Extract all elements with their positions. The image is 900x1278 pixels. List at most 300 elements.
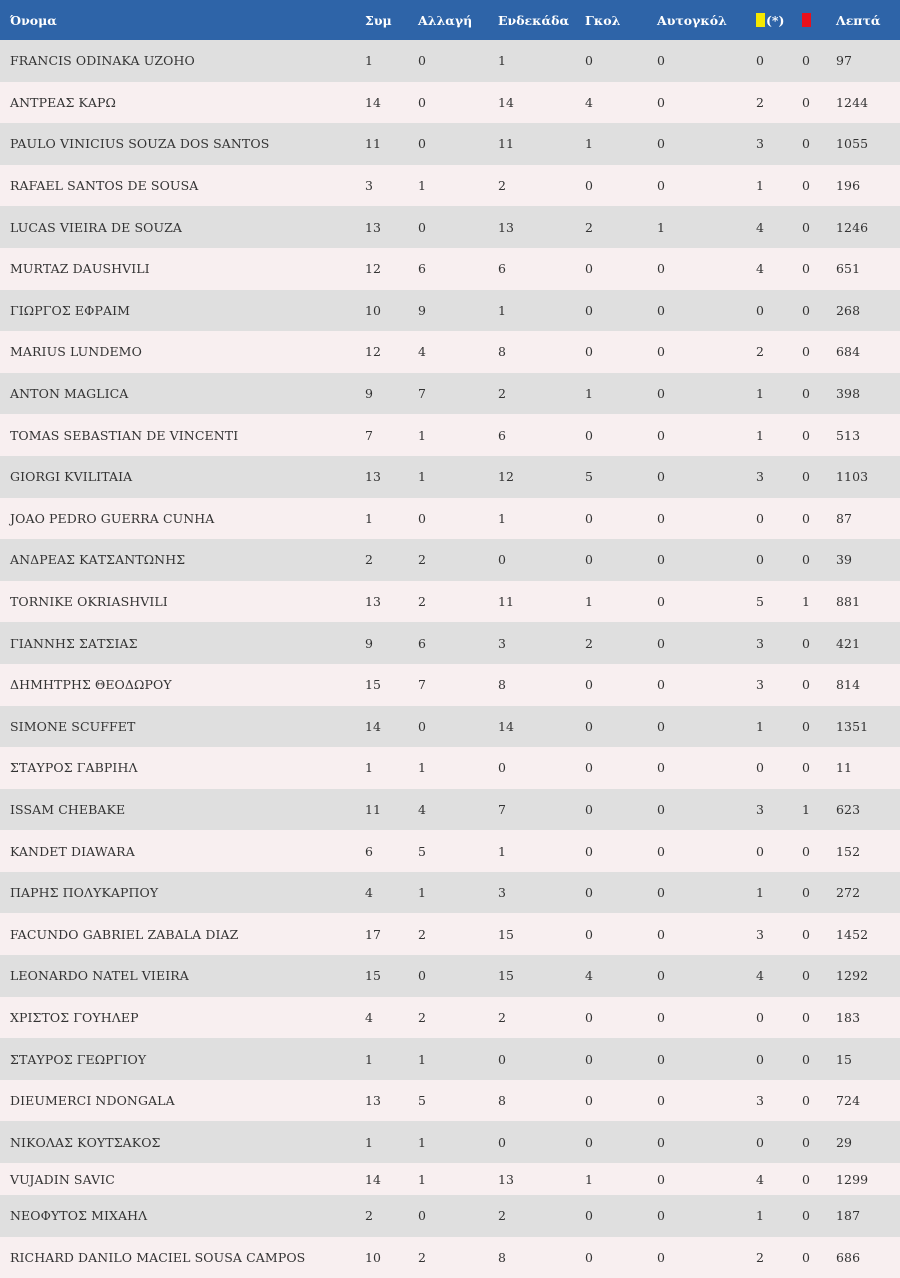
- cell-red-cards: 0: [802, 136, 811, 152]
- cell-substitutions: 1: [418, 469, 427, 485]
- cell-starts: 1: [498, 53, 507, 69]
- cell-substitutions: 0: [418, 1208, 427, 1224]
- cell-appearances: 1: [365, 53, 374, 69]
- cell-yellow-cards: 3: [756, 677, 765, 693]
- cell-own-goals: 0: [657, 885, 666, 901]
- cell-own-goals: 0: [657, 261, 666, 277]
- cell-substitutions: 2: [418, 552, 427, 568]
- header-subs[interactable]: Αλλαγή: [418, 12, 473, 28]
- cell-substitutions: 0: [418, 136, 427, 152]
- cell-minutes: 684: [836, 344, 861, 360]
- cell-minutes: 97: [836, 53, 853, 69]
- cell-goals: 4: [585, 94, 594, 110]
- cell-goals: 5: [585, 469, 594, 485]
- cell-own-goals: 0: [657, 677, 666, 693]
- header-yellow-cards[interactable]: [746, 0, 792, 40]
- cell-own-goals: 0: [657, 53, 666, 69]
- cell-red-cards: 0: [802, 1051, 811, 1067]
- cell-appearances: 12: [365, 344, 382, 360]
- cell-minutes: 1351: [836, 718, 869, 734]
- cell-red-cards: 0: [802, 1171, 811, 1187]
- cell-substitutions: 1: [418, 1051, 427, 1067]
- cell-player-name: PAULO VINICIUS SOUZA DOS SANTOS: [10, 136, 270, 152]
- cell-starts: 3: [498, 635, 507, 651]
- cell-starts: 8: [498, 1093, 507, 1109]
- header-goals[interactable]: Γκολ: [585, 12, 621, 28]
- cell-appearances: 7: [365, 427, 374, 443]
- table-row: [0, 456, 900, 498]
- cell-appearances: 11: [365, 136, 382, 152]
- cell-own-goals: 0: [657, 302, 666, 318]
- cell-starts: 2: [498, 1009, 507, 1025]
- cell-red-cards: 0: [802, 677, 811, 693]
- cell-own-goals: 0: [657, 594, 666, 610]
- cell-goals: 1: [585, 386, 594, 402]
- cell-appearances: 13: [365, 1093, 382, 1109]
- cell-own-goals: 0: [657, 760, 666, 776]
- cell-player-name: ISSAM CHEBAKE: [10, 801, 126, 817]
- cell-own-goals: 0: [657, 427, 666, 443]
- cell-substitutions: 5: [418, 843, 427, 859]
- cell-yellow-cards: 4: [756, 1171, 765, 1187]
- cell-starts: 0: [498, 760, 507, 776]
- cell-own-goals: 0: [657, 1009, 666, 1025]
- cell-minutes: 183: [836, 1009, 861, 1025]
- red-card-icon: [802, 13, 811, 27]
- cell-yellow-cards: 3: [756, 136, 765, 152]
- cell-yellow-cards: 2: [756, 344, 765, 360]
- cell-substitutions: 0: [418, 510, 427, 526]
- cell-appearances: 1: [365, 760, 374, 776]
- cell-own-goals: 0: [657, 552, 666, 568]
- cell-appearances: 14: [365, 94, 382, 110]
- cell-minutes: 187: [836, 1208, 861, 1224]
- table-row: [0, 664, 900, 706]
- cell-goals: 0: [585, 718, 594, 734]
- table-row: [0, 830, 900, 872]
- table-row: [0, 206, 900, 248]
- cell-goals: 0: [585, 1134, 594, 1150]
- cell-red-cards: 0: [802, 302, 811, 318]
- table-row: [0, 82, 900, 124]
- cell-minutes: 87: [836, 510, 853, 526]
- cell-substitutions: 0: [418, 968, 427, 984]
- cell-appearances: 13: [365, 469, 382, 485]
- cell-goals: 1: [585, 1171, 594, 1187]
- cell-player-name: RAFAEL SANTOS DE SOUSA: [10, 178, 199, 194]
- cell-substitutions: 1: [418, 760, 427, 776]
- cell-player-name: RICHARD DANILO MACIEL SOUSA CAMPOS: [10, 1249, 306, 1265]
- cell-own-goals: 0: [657, 510, 666, 526]
- cell-substitutions: 6: [418, 261, 427, 277]
- cell-substitutions: 0: [418, 94, 427, 110]
- cell-starts: 8: [498, 677, 507, 693]
- cell-substitutions: 2: [418, 594, 427, 610]
- cell-minutes: 272: [836, 885, 861, 901]
- cell-minutes: 881: [836, 594, 861, 610]
- cell-starts: 2: [498, 386, 507, 402]
- cell-starts: 0: [498, 1134, 507, 1150]
- cell-yellow-cards: 2: [756, 94, 765, 110]
- table-row: [0, 913, 900, 955]
- header-name[interactable]: Όνομα: [10, 12, 57, 28]
- cell-minutes: 724: [836, 1093, 861, 1109]
- cell-substitutions: 2: [418, 1009, 427, 1025]
- cell-appearances: 10: [365, 1249, 382, 1265]
- table-row: [0, 331, 900, 373]
- cell-starts: 3: [498, 885, 507, 901]
- cell-appearances: 2: [365, 1208, 374, 1224]
- cell-substitutions: 1: [418, 1171, 427, 1187]
- cell-player-name: FRANCIS ODINAKA UZOHO: [10, 53, 195, 69]
- cell-goals: 0: [585, 552, 594, 568]
- cell-appearances: 17: [365, 926, 382, 942]
- cell-yellow-cards: 1: [756, 1208, 765, 1224]
- cell-substitutions: 0: [418, 718, 427, 734]
- table-row: [0, 1080, 900, 1122]
- cell-red-cards: 0: [802, 1249, 811, 1265]
- cell-starts: 6: [498, 427, 507, 443]
- cell-minutes: 11: [836, 760, 853, 776]
- cell-yellow-cards: 4: [756, 968, 765, 984]
- cell-substitutions: 5: [418, 1093, 427, 1109]
- cell-starts: 8: [498, 344, 507, 360]
- cell-yellow-cards: 5: [756, 594, 765, 610]
- cell-red-cards: 1: [802, 594, 811, 610]
- cell-red-cards: 0: [802, 53, 811, 69]
- cell-minutes: 268: [836, 302, 861, 318]
- cell-appearances: 11: [365, 801, 382, 817]
- cell-own-goals: 0: [657, 1134, 666, 1150]
- cell-goals: 0: [585, 302, 594, 318]
- cell-yellow-cards: 0: [756, 843, 765, 859]
- cell-red-cards: 0: [802, 718, 811, 734]
- cell-appearances: 9: [365, 635, 374, 651]
- cell-starts: 15: [498, 926, 515, 942]
- table-row: [0, 248, 900, 290]
- cell-goals: 0: [585, 677, 594, 693]
- cell-starts: 1: [498, 302, 507, 318]
- header-red-cards[interactable]: [792, 0, 826, 40]
- cell-appearances: 1: [365, 1134, 374, 1150]
- cell-substitutions: 9: [418, 302, 427, 318]
- cell-goals: 0: [585, 510, 594, 526]
- cell-own-goals: 0: [657, 635, 666, 651]
- cell-goals: 1: [585, 594, 594, 610]
- cell-player-name: ΠΑΡΗΣ ΠΟΛΥΚΑΡΠΟΥ: [10, 885, 159, 901]
- cell-player-name: TOMAS SEBASTIAN DE VINCENTI: [10, 427, 239, 443]
- cell-yellow-cards: 1: [756, 386, 765, 402]
- table-row: [0, 290, 900, 332]
- cell-player-name: ΝΙΚΟΛΑΣ ΚΟΥΤΣΑΚΟΣ: [10, 1134, 161, 1150]
- table-row: [0, 40, 900, 82]
- table-row: [0, 789, 900, 831]
- cell-goals: 0: [585, 801, 594, 817]
- cell-starts: 13: [498, 219, 515, 235]
- cell-minutes: 1452: [836, 926, 869, 942]
- cell-own-goals: 0: [657, 1249, 666, 1265]
- cell-substitutions: 7: [418, 386, 427, 402]
- table-row: [0, 706, 900, 748]
- table-row: [0, 165, 900, 207]
- cell-substitutions: 1: [418, 427, 427, 443]
- cell-own-goals: 0: [657, 386, 666, 402]
- table-row: [0, 1121, 900, 1163]
- cell-minutes: 513: [836, 427, 861, 443]
- cell-appearances: 13: [365, 219, 382, 235]
- cell-minutes: 651: [836, 261, 861, 277]
- cell-substitutions: 0: [418, 53, 427, 69]
- cell-starts: 12: [498, 469, 515, 485]
- cell-own-goals: 0: [657, 718, 666, 734]
- cell-goals: 4: [585, 968, 594, 984]
- cell-player-name: ΑΝΤΡΕΑΣ ΚΑΡΩ: [10, 94, 117, 110]
- cell-goals: 2: [585, 219, 594, 235]
- cell-appearances: 14: [365, 718, 382, 734]
- cell-player-name: ANTON MAGLICA: [10, 386, 129, 402]
- cell-yellow-cards: 3: [756, 469, 765, 485]
- cell-substitutions: 6: [418, 635, 427, 651]
- cell-red-cards: 0: [802, 1134, 811, 1150]
- cell-goals: 0: [585, 261, 594, 277]
- cell-minutes: 686: [836, 1249, 861, 1265]
- cell-yellow-cards: 0: [756, 1009, 765, 1025]
- cell-appearances: 12: [365, 261, 382, 277]
- cell-substitutions: 4: [418, 344, 427, 360]
- cell-minutes: 1103: [836, 469, 869, 485]
- cell-player-name: ΓΙΩΡΓΟΣ ΕΦΡΑΙΜ: [10, 302, 131, 318]
- cell-yellow-cards: 0: [756, 510, 765, 526]
- cell-player-name: LEONARDO NATEL VIEIRA: [10, 968, 189, 984]
- cell-starts: 8: [498, 1249, 507, 1265]
- cell-red-cards: 0: [802, 926, 811, 942]
- header-yellow-label: (*): [766, 12, 785, 28]
- cell-appearances: 9: [365, 386, 374, 402]
- cell-yellow-cards: 0: [756, 552, 765, 568]
- cell-minutes: 814: [836, 677, 861, 693]
- cell-yellow-cards: 3: [756, 801, 765, 817]
- cell-starts: 11: [498, 594, 515, 610]
- cell-goals: 2: [585, 635, 594, 651]
- cell-red-cards: 0: [802, 386, 811, 402]
- cell-red-cards: 0: [802, 510, 811, 526]
- cell-goals: 0: [585, 427, 594, 443]
- cell-own-goals: 0: [657, 1051, 666, 1067]
- cell-goals: 0: [585, 926, 594, 942]
- cell-appearances: 1: [365, 1051, 374, 1067]
- cell-goals: 0: [585, 1249, 594, 1265]
- cell-substitutions: 4: [418, 801, 427, 817]
- cell-minutes: 623: [836, 801, 861, 817]
- cell-minutes: 39: [836, 552, 853, 568]
- cell-yellow-cards: 2: [756, 1249, 765, 1265]
- table-body: [0, 40, 900, 1278]
- cell-appearances: 1: [365, 510, 374, 526]
- cell-red-cards: 0: [802, 94, 811, 110]
- cell-own-goals: 0: [657, 968, 666, 984]
- cell-goals: 0: [585, 760, 594, 776]
- cell-starts: 6: [498, 261, 507, 277]
- cell-red-cards: 1: [802, 801, 811, 817]
- cell-own-goals: 0: [657, 801, 666, 817]
- cell-yellow-cards: 4: [756, 219, 765, 235]
- cell-goals: 0: [585, 1208, 594, 1224]
- cell-player-name: ΝΕΟΦΥΤΟΣ ΜΙΧΑΗΛ: [10, 1208, 148, 1224]
- cell-own-goals: 0: [657, 1208, 666, 1224]
- cell-goals: 0: [585, 53, 594, 69]
- table-header-row: [0, 0, 900, 40]
- cell-own-goals: 0: [657, 1171, 666, 1187]
- cell-appearances: 3: [365, 178, 374, 194]
- cell-red-cards: 0: [802, 552, 811, 568]
- header-apps[interactable]: Συμ: [365, 12, 392, 28]
- cell-red-cards: 0: [802, 968, 811, 984]
- cell-player-name: ΧΡΙΣΤΟΣ ΓΟΥΗΛΕΡ: [10, 1009, 139, 1025]
- table-row: [0, 872, 900, 914]
- cell-yellow-cards: 0: [756, 760, 765, 776]
- cell-starts: 1: [498, 510, 507, 526]
- cell-own-goals: 0: [657, 178, 666, 194]
- cell-player-name: TORNIKE OKRIASHVILI: [10, 594, 168, 610]
- cell-starts: 7: [498, 801, 507, 817]
- cell-substitutions: 2: [418, 926, 427, 942]
- cell-red-cards: 0: [802, 219, 811, 235]
- header-minutes[interactable]: Λεπτά: [836, 12, 881, 28]
- cell-player-name: ΣΤΑΥΡΟΣ ΓΕΩΡΓΙΟΥ: [10, 1051, 147, 1067]
- cell-player-name: SIMONE SCUFFET: [10, 718, 136, 734]
- cell-red-cards: 0: [802, 760, 811, 776]
- cell-red-cards: 0: [802, 427, 811, 443]
- table-row: [0, 498, 900, 540]
- cell-player-name: DIEUMERCI NDONGALA: [10, 1093, 175, 1109]
- cell-starts: 14: [498, 94, 515, 110]
- cell-appearances: 4: [365, 885, 374, 901]
- cell-red-cards: 0: [802, 1208, 811, 1224]
- cell-goals: 0: [585, 344, 594, 360]
- cell-minutes: 196: [836, 178, 861, 194]
- table-row: [0, 622, 900, 664]
- cell-yellow-cards: 1: [756, 178, 765, 194]
- cell-yellow-cards: 3: [756, 926, 765, 942]
- cell-appearances: 2: [365, 552, 374, 568]
- cell-minutes: 29: [836, 1134, 853, 1150]
- table-row: [0, 123, 900, 165]
- cell-player-name: ΑΝΔΡΕΑΣ ΚΑΤΣΑΝΤΩΝΗΣ: [10, 552, 186, 568]
- table-row: [0, 539, 900, 581]
- cell-substitutions: 1: [418, 178, 427, 194]
- table-row: [0, 997, 900, 1039]
- cell-minutes: 15: [836, 1051, 853, 1067]
- cell-own-goals: 0: [657, 469, 666, 485]
- cell-own-goals: 0: [657, 94, 666, 110]
- cell-starts: 2: [498, 1208, 507, 1224]
- table-row: [0, 1038, 900, 1080]
- cell-appearances: 15: [365, 677, 382, 693]
- cell-red-cards: 0: [802, 344, 811, 360]
- cell-yellow-cards: 3: [756, 1093, 765, 1109]
- cell-player-name: KANDET DIAWARA: [10, 843, 135, 859]
- header-own-goals[interactable]: Αυτογκόλ: [657, 12, 727, 28]
- table-row: [0, 747, 900, 789]
- cell-player-name: ΣΤΑΥΡΟΣ ΓΑΒΡΙΗΛ: [10, 760, 138, 776]
- cell-substitutions: 1: [418, 885, 427, 901]
- cell-goals: 0: [585, 1093, 594, 1109]
- table-row: [0, 373, 900, 415]
- cell-yellow-cards: 0: [756, 53, 765, 69]
- cell-goals: 0: [585, 1009, 594, 1025]
- cell-starts: 15: [498, 968, 515, 984]
- cell-appearances: 10: [365, 302, 382, 318]
- cell-starts: 13: [498, 1171, 515, 1187]
- cell-minutes: 1246: [836, 219, 869, 235]
- cell-goals: 0: [585, 843, 594, 859]
- cell-starts: 2: [498, 178, 507, 194]
- cell-yellow-cards: 4: [756, 261, 765, 277]
- cell-red-cards: 0: [802, 261, 811, 277]
- cell-starts: 11: [498, 136, 515, 152]
- cell-minutes: 1055: [836, 136, 869, 152]
- cell-own-goals: 0: [657, 1093, 666, 1109]
- cell-red-cards: 0: [802, 469, 811, 485]
- cell-own-goals: 0: [657, 843, 666, 859]
- cell-goals: 0: [585, 885, 594, 901]
- cell-own-goals: 0: [657, 344, 666, 360]
- cell-appearances: 13: [365, 594, 382, 610]
- cell-starts: 0: [498, 552, 507, 568]
- table-row: [0, 1237, 900, 1278]
- cell-minutes: 398: [836, 386, 861, 402]
- cell-substitutions: 7: [418, 677, 427, 693]
- cell-yellow-cards: 1: [756, 427, 765, 443]
- cell-red-cards: 0: [802, 1009, 811, 1025]
- cell-player-name: VUJADIN SAVIC: [10, 1171, 115, 1187]
- cell-own-goals: 0: [657, 136, 666, 152]
- cell-substitutions: 2: [418, 1249, 427, 1265]
- cell-substitutions: 1: [418, 1134, 427, 1150]
- header-starts[interactable]: Ενδεκάδα: [498, 12, 570, 28]
- cell-own-goals: 1: [657, 219, 666, 235]
- cell-yellow-cards: 1: [756, 885, 765, 901]
- table-row: [0, 955, 900, 997]
- cell-appearances: 6: [365, 843, 374, 859]
- cell-yellow-cards: 3: [756, 635, 765, 651]
- cell-player-name: LUCAS VIEIRA DE SOUZA: [10, 219, 182, 235]
- table-row: [0, 581, 900, 623]
- cell-player-name: MURTAZ DAUSHVILI: [10, 261, 150, 277]
- cell-player-name: JOAO PEDRO GUERRA CUNHA: [10, 510, 215, 526]
- cell-minutes: 1292: [836, 968, 869, 984]
- cell-minutes: 421: [836, 635, 861, 651]
- cell-appearances: 14: [365, 1171, 382, 1187]
- cell-minutes: 1244: [836, 94, 869, 110]
- cell-player-name: MARIUS LUNDEMO: [10, 344, 142, 360]
- cell-yellow-cards: 0: [756, 302, 765, 318]
- yellow-card-icon: [756, 13, 765, 27]
- cell-red-cards: 0: [802, 1093, 811, 1109]
- cell-substitutions: 0: [418, 219, 427, 235]
- cell-minutes: 1299: [836, 1171, 869, 1187]
- cell-minutes: 152: [836, 843, 861, 859]
- cell-player-name: ΔΗΜΗΤΡΗΣ ΘΕΟΔΩΡΟΥ: [10, 677, 172, 693]
- cell-starts: 0: [498, 1051, 507, 1067]
- cell-yellow-cards: 1: [756, 718, 765, 734]
- cell-goals: 0: [585, 1051, 594, 1067]
- cell-yellow-cards: 0: [756, 1134, 765, 1150]
- cell-appearances: 4: [365, 1009, 374, 1025]
- cell-yellow-cards: 0: [756, 1051, 765, 1067]
- cell-player-name: FACUNDO GABRIEL ZABALA DIAZ: [10, 926, 239, 942]
- cell-goals: 0: [585, 178, 594, 194]
